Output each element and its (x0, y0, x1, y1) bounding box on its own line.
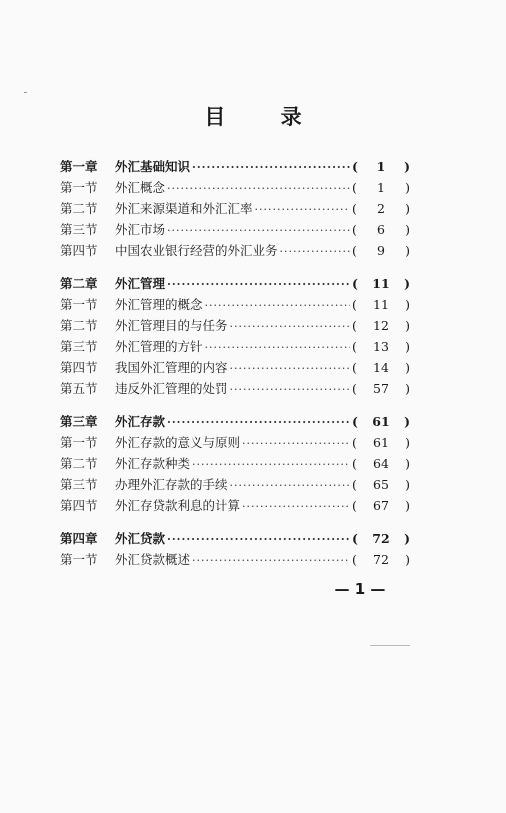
toc-page-number: 11 (373, 297, 389, 312)
toc-page-number: 2 (377, 201, 385, 216)
toc-page-ref: ( 2 ) (352, 201, 410, 216)
toc-section-row (60, 316, 410, 337)
toc-entry-title: 外汇存贷款利息的计算 (115, 498, 241, 513)
toc-section-row (60, 178, 410, 199)
toc-section-row (60, 337, 410, 358)
toc-page-ref: ( 65 ) (352, 477, 410, 492)
toc-page-ref: ( 61 ) (352, 435, 410, 450)
toc-page-ref: ( 1 ) (352, 159, 410, 174)
toc-page-number: 13 (373, 339, 389, 354)
toc-section-row (60, 433, 410, 454)
toc-leader-dots (192, 458, 350, 471)
toc-page-ref: ( 9 ) (352, 243, 410, 258)
toc-page-number: 12 (373, 318, 389, 333)
toc-page-ref: ( 11 ) (352, 276, 410, 291)
toc-page-ref: ( 6 ) (352, 222, 410, 237)
toc-entry-title: 外汇来源渠道和外汇汇率 (115, 201, 253, 216)
toc-page-number: 67 (373, 498, 389, 513)
toc-entry-label: 第一节 (60, 180, 98, 195)
toc-page-ref: ( 61 ) (352, 414, 410, 429)
page-title: 目 录 (204, 104, 326, 129)
toc-entry-title: 办理外汇存款的手续 (115, 477, 228, 492)
toc-leader-dots (230, 383, 350, 396)
toc-page-number: 1 (376, 159, 386, 174)
toc-entry-label: 第三节 (60, 222, 98, 237)
toc-page-ref: ( 12 ) (352, 318, 410, 333)
scan-mark (370, 645, 410, 646)
toc-leader-dots (242, 437, 350, 450)
toc-entry-label: 第二节 (60, 201, 98, 216)
toc-entry-label: 第一节 (60, 435, 98, 450)
toc-leader-dots (230, 362, 350, 375)
toc-section-row (60, 454, 410, 475)
toc-page-number: 72 (372, 531, 390, 546)
toc-section-row (60, 295, 410, 316)
toc-section-row (60, 199, 410, 220)
table-of-contents (60, 157, 410, 571)
toc-chapter-row (60, 157, 410, 178)
toc-entry-label: 第五节 (60, 381, 98, 396)
toc-entry-title: 外汇管理 (115, 276, 166, 291)
toc-entry-title: 外汇贷款概述 (115, 552, 191, 567)
toc-entry-label: 第四节 (60, 498, 98, 513)
toc-page-number: 14 (373, 360, 389, 375)
toc-leader-dots (167, 182, 350, 195)
toc-entry-title: 外汇贷款 (115, 531, 166, 546)
toc-page-ref: ( 72 ) (352, 531, 410, 546)
toc-page-number: 61 (372, 414, 390, 429)
toc-entry-title: 外汇基础知识 (115, 159, 191, 174)
toc-entry-title: 外汇管理的概念 (115, 297, 203, 312)
toc-chapter-row (60, 529, 410, 550)
toc-page-ref: ( 57 ) (352, 381, 410, 396)
toc-page-ref: ( 1 ) (352, 180, 410, 195)
toc-entry-title: 违反外汇管理的处罚 (115, 381, 228, 396)
toc-section-row (60, 358, 410, 379)
toc-entry-label: 第一节 (60, 552, 98, 567)
toc-entry-title: 外汇概念 (115, 180, 166, 195)
toc-page-ref: ( 72 ) (352, 552, 410, 567)
toc-leader-dots (280, 245, 350, 258)
toc-entry-title: 中国农业银行经营的外汇业务 (115, 243, 278, 258)
toc-entry-title: 我国外汇管理的内容 (115, 360, 228, 375)
toc-entry-title: 外汇管理目的与任务 (115, 318, 228, 333)
toc-page-ref: ( 67 ) (352, 498, 410, 513)
toc-leader-dots (255, 203, 350, 216)
toc-leader-dots (242, 500, 350, 513)
toc-entry-title: 外汇存款种类 (115, 456, 191, 471)
toc-leader-dots (167, 533, 350, 546)
toc-leader-dots (230, 479, 350, 492)
toc-entry-label: 第三章 (60, 414, 98, 429)
toc-page-number: 72 (373, 552, 389, 567)
toc-section-row (60, 241, 410, 262)
toc-section-row (60, 550, 410, 571)
toc-entry-label: 第三节 (60, 477, 98, 492)
toc-page-ref: ( 64 ) (352, 456, 410, 471)
toc-entry-label: 第四节 (60, 360, 98, 375)
toc-page-ref: ( 14 ) (352, 360, 410, 375)
toc-leader-dots (192, 161, 350, 174)
toc-leader-dots (192, 554, 350, 567)
toc-page-number: 11 (372, 276, 390, 291)
toc-page-ref: ( 11 ) (352, 297, 410, 312)
toc-chapter-row (60, 412, 410, 433)
toc-entry-label: 第二章 (60, 276, 98, 291)
toc-section-row (60, 379, 410, 400)
toc-chapter-row (60, 274, 410, 295)
toc-leader-dots (230, 320, 350, 333)
toc-entry-label: 第二节 (60, 318, 98, 333)
toc-leader-dots (205, 341, 350, 354)
toc-section-row (60, 475, 410, 496)
toc-leader-dots (167, 278, 350, 291)
toc-page-number: 61 (373, 435, 389, 450)
toc-entry-title: 外汇市场 (115, 222, 166, 237)
toc-entry-label: 第四节 (60, 243, 98, 258)
toc-section-row (60, 220, 410, 241)
toc-leader-dots (205, 299, 350, 312)
toc-entry-label: 第一节 (60, 297, 98, 312)
toc-entry-label: 第三节 (60, 339, 98, 354)
toc-page-number: 1 (377, 180, 385, 195)
page-number-footer: — 1 — (334, 580, 386, 598)
toc-leader-dots (167, 416, 350, 429)
toc-page-number: 9 (377, 243, 385, 258)
scan-mark (24, 92, 27, 93)
toc-entry-label: 第四章 (60, 531, 98, 546)
toc-entry-title: 外汇存款 (115, 414, 166, 429)
toc-page-ref: ( 13 ) (352, 339, 410, 354)
toc-page-number: 6 (377, 222, 385, 237)
toc-page-number: 57 (373, 381, 389, 396)
toc-entry-title: 外汇管理的方针 (115, 339, 203, 354)
toc-leader-dots (167, 224, 350, 237)
toc-section-row (60, 496, 410, 517)
toc-page-number: 64 (373, 456, 389, 471)
toc-entry-label: 第一章 (60, 159, 98, 174)
toc-entry-label: 第二节 (60, 456, 98, 471)
toc-entry-title: 外汇存款的意义与原则 (115, 435, 241, 450)
toc-page-number: 65 (373, 477, 389, 492)
